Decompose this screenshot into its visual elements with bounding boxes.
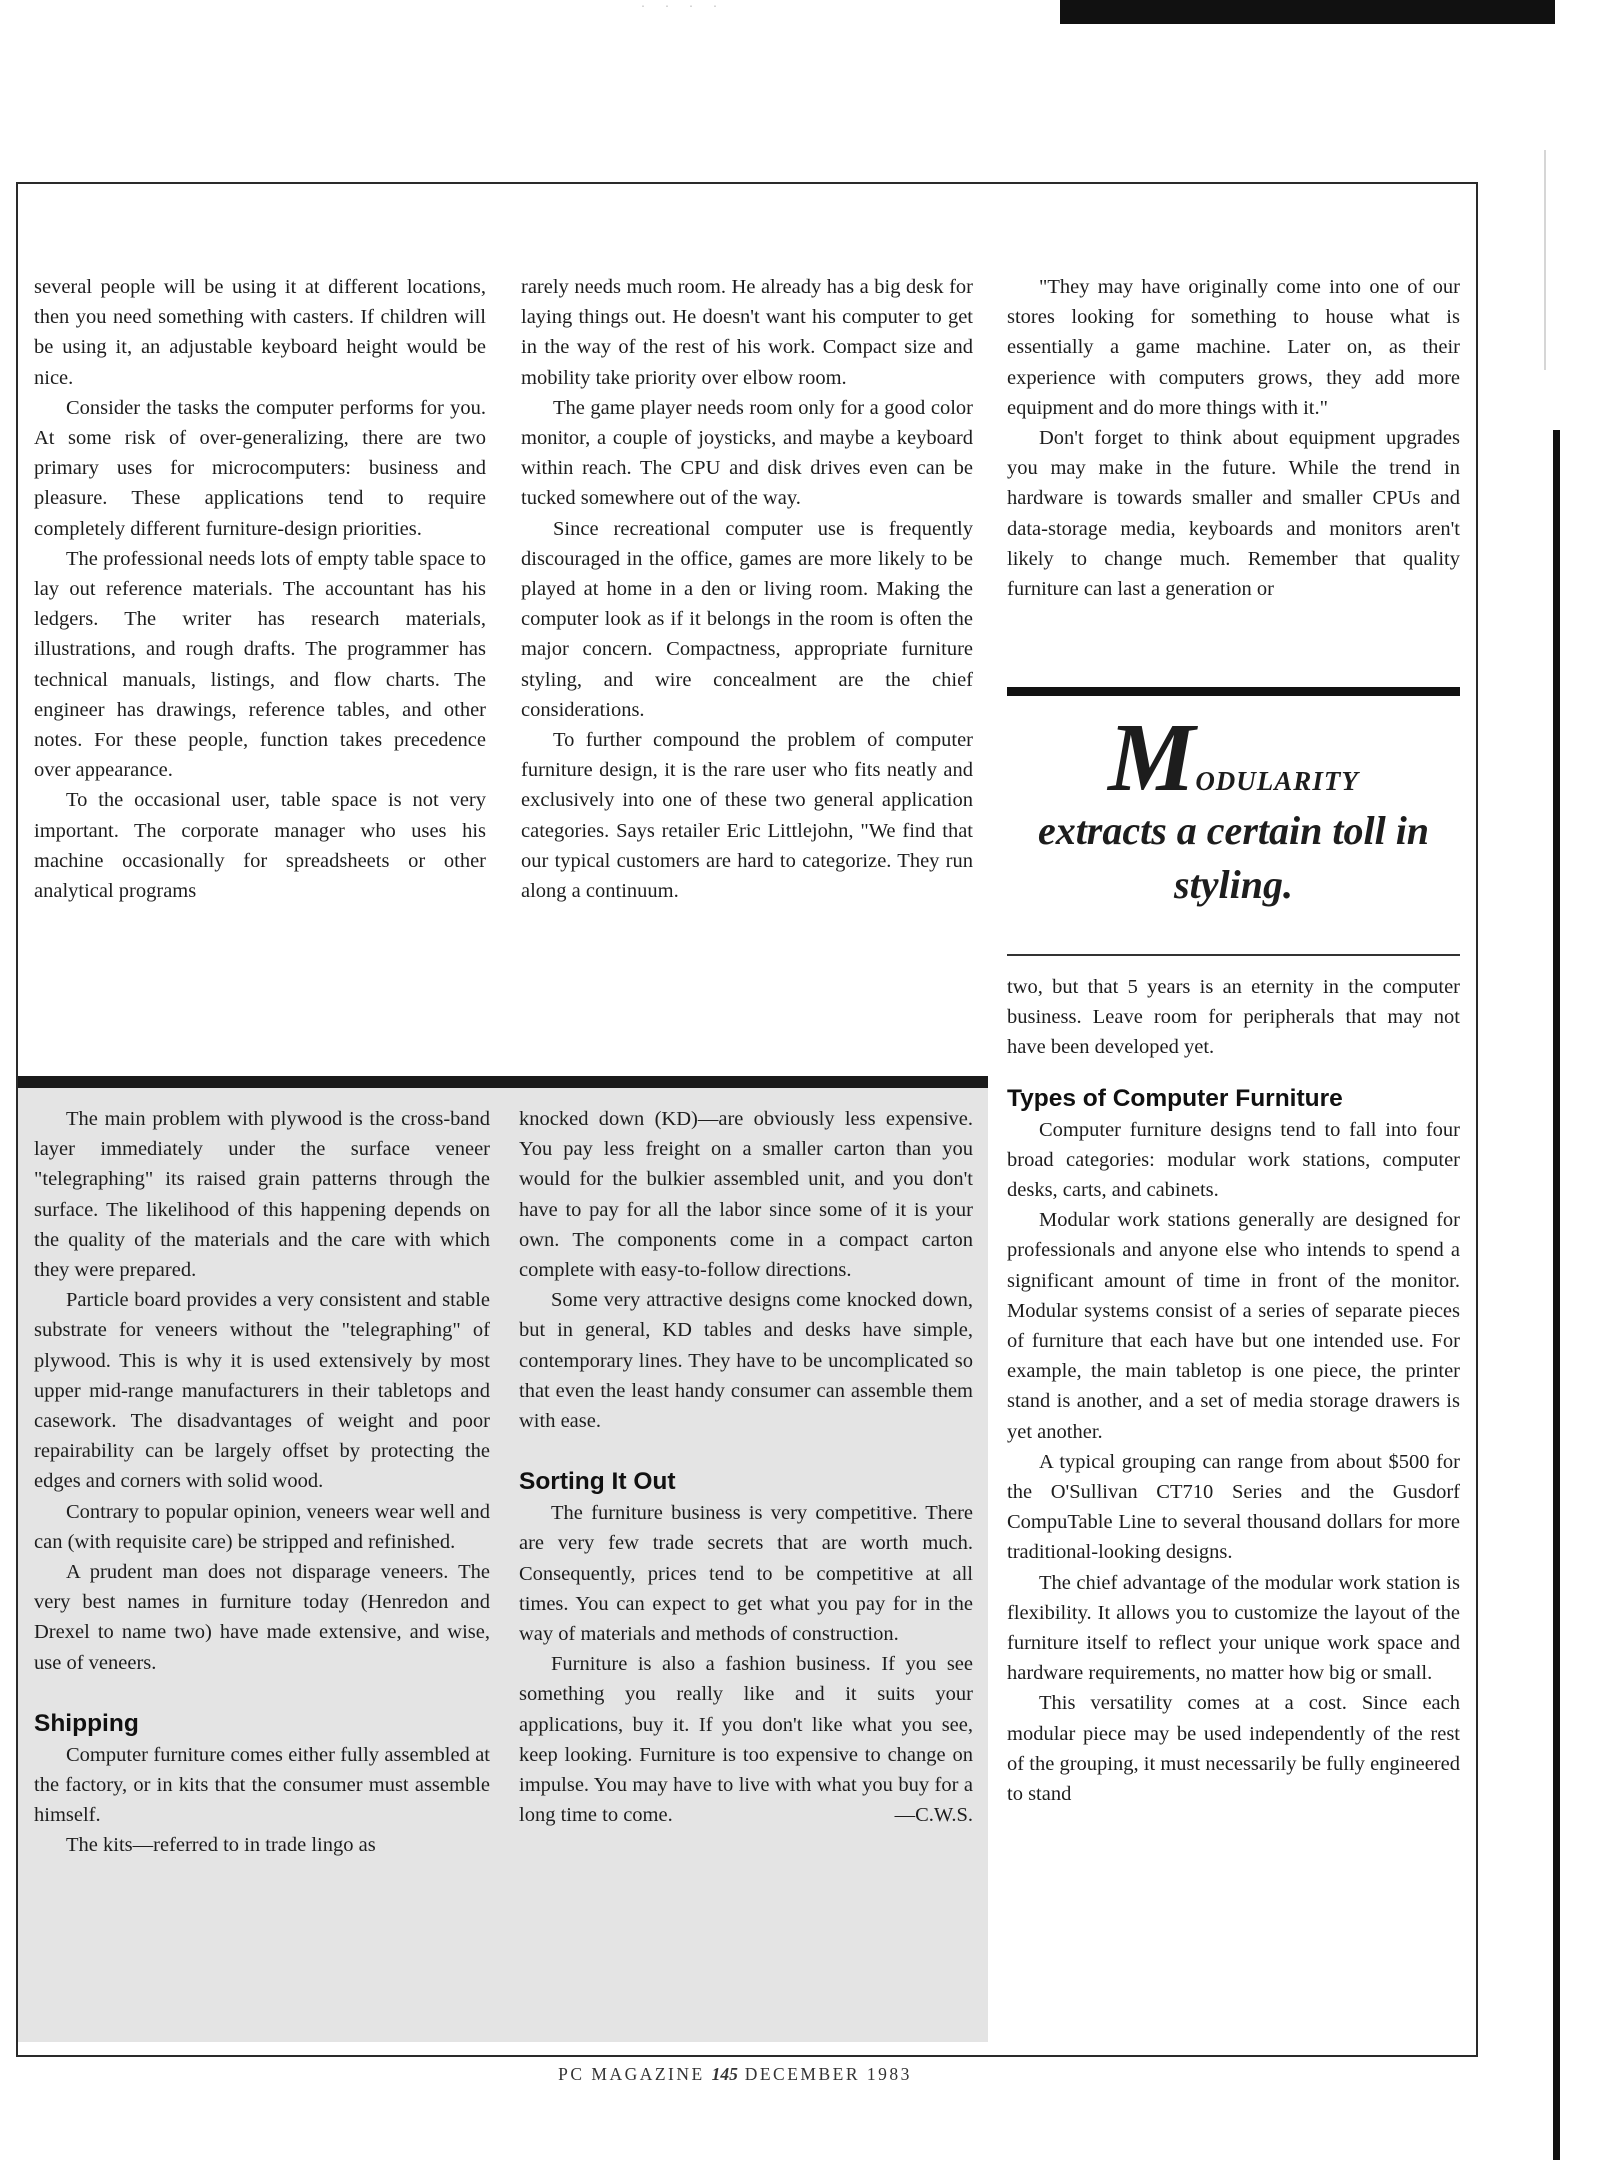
paragraph-text: Furniture is also a fashion business. If you see something you really like and it suits your applications, buy it. If you don't like what you see, keep looking. Furniture is too expensive to change on impulse. You may have to live with what you buy for a long time to come.	[519, 1653, 973, 1827]
paragraph: The game player needs room only for a good color monitor, a couple of joysticks, and maybe a keyboard within reach. The CPU and disk drives even can be tucked somewhere out of the way.	[521, 396, 973, 510]
paragraph: knocked down (KD)—are obviously less expensive. You pay less freight on a smaller carton than you would for the bulkier assembled unit, and you don't have to pay for all the labor since some of it is your own. The components come in a compact carton complete with easy-to-follow directions.	[519, 1108, 973, 1282]
main-column-3-bottom	[1007, 972, 1460, 1809]
pull-quote-line-3: styling.	[1174, 862, 1293, 907]
footer-date: DECEMBER 1983	[744, 2064, 912, 2084]
pull-quote-initial: M	[1108, 704, 1196, 812]
main-column-2	[521, 272, 973, 906]
pull-quote-line-2: extracts a certain toll in	[1037, 808, 1430, 853]
paragraph: Don't forget to think about equipment upgrades you may make in the future. While the trend in hardware is towards smaller and smaller CPUs and data-storage media, keyboards and monitors aren't likely to change much. Remember that quality furniture can last a generation or	[1007, 427, 1460, 601]
section-heading-shipping: Shipping	[34, 1709, 139, 1737]
pull-quote-rule-top	[1007, 687, 1460, 696]
sidebar-column-1	[34, 1104, 490, 1861]
pull-quote-line-1	[1007, 704, 1460, 812]
sidebar-column-2	[519, 1104, 973, 1830]
paragraph: This versatility comes at a cost. Since each modular piece may be used independently of the rest of the grouping, it must necessarily be fully engineered to stand	[1007, 1692, 1460, 1806]
paragraph: Contrary to popular opinion, veneers wear well and can (with requisite care) be stripped and refinished.	[34, 1500, 490, 1553]
paragraph: Since recreational computer use is frequently discouraged in the office, games are more likely to be played at home in a den or living room. Making the computer look as if it belongs in the room is often the major concern. Compactness, appropriate furniture styling, and wire concealment are the chief considerations.	[521, 517, 973, 721]
paragraph: Some very attractive designs come knocked down, but in general, KD tables and desks have simple, contemporary lines. They have to be uncomplicated so that even the least handy consumer can assemble them with ease.	[519, 1289, 973, 1433]
section-heading-types: Types of Computer Furniture	[1007, 1084, 1343, 1112]
pull-quote	[1007, 704, 1460, 912]
paragraph: A prudent man does not disparage veneers. The very best names in furniture today (Henredon and Drexel to name two) have made extensive, and wise, use of veneers.	[34, 1561, 490, 1674]
footer-page-number: 145	[711, 2064, 738, 2084]
page-footer	[0, 2064, 1470, 2085]
pull-quote-word: odularity	[1195, 757, 1359, 799]
main-column-1	[34, 272, 486, 906]
paragraph: The kits—referred to in trade lingo as	[66, 1834, 376, 1857]
paragraph: The main problem with plywood is the cross-band layer immediately under the surface veneer "telegraphing" its raised grain patterns through the surface. The likelihood of this happening depends on the quality of the materials and the care with which they were prepared.	[34, 1108, 490, 1282]
top-black-bar	[1060, 0, 1555, 24]
section-heading-sorting: Sorting It Out	[519, 1468, 676, 1496]
paragraph: The chief advantage of the modular work station is flexibility. It allows you to customize the layout of the furniture itself to reflect your unique work space and hardware requirements, no matter how big or small.	[1007, 1571, 1460, 1685]
paragraph: Particle board provides a very consistent and stable substrate for veneers without the "telegraphing" of plywood. This is why it is used extensively by most upper mid-range manufacturers in their tabletops and casework. The disadvantages of weight and poor repairability can be largely offset by protecting the edges and corners with solid wood.	[34, 1289, 490, 1493]
header-marks: · · · ·	[640, 2, 725, 13]
paragraph: To further compound the problem of computer furniture design, it is the rare user who fits neatly and exclusively into one of these two general application categories. Says retailer Eric Littlejohn, "We find that our typical customers are hard to categorize. They run along a continuum.	[521, 729, 973, 903]
paragraph: The professional needs lots of empty table space to lay out reference materials. The accountant has his ledgers. The writer has research materials, illustrations, and rough drafts. The programmer has technical manuals, listings, and flow charts. The engineer has drawings, reference tables, and other notes. For these people, function takes precedence over appearance.	[34, 547, 486, 782]
paragraph: To the occasional user, table space is not very important. The corporate manager who uses his machine occasionally for spreadsheets or other analytical programs	[34, 789, 486, 903]
paragraph: Modular work stations generally are designed for professionals and anyone else who intends to spend a significant amount of time in front of the monitor. Modular systems consist of a series of separate pieces of furniture that each have but one intended use. For example, the main tabletop is one piece, the printer stand is another, and a set of media storage drawers is yet another.	[1007, 1209, 1460, 1443]
footer-magazine: PC MAGAZINE	[558, 2064, 705, 2084]
paragraph: two, but that 5 years is an eternity in the computer business. Leave room for peripherals that may not have been developed yet.	[1007, 976, 1460, 1059]
paragraph: Computer furniture comes either fully assembled at the factory, or in kits that the consumer must assemble himself.	[34, 1743, 490, 1827]
paragraph	[519, 1649, 973, 1830]
page-edge-bar	[1553, 430, 1560, 2160]
paragraph: Consider the tasks the computer performs for you. At some risk of over-generalizing, there are two primary uses for microcomputers: business and pleasure. These applications tend to require completely different furniture-design priorities.	[34, 396, 486, 540]
main-column-3-top	[1007, 272, 1460, 604]
paragraph: "They may have originally come into one of our stores looking for something to house what is essentially a game machine. Later on, as their experience with computers grows, they add more equipment and do more things with it."	[1007, 276, 1460, 419]
author-signature: —C.W.S.	[894, 1804, 973, 1827]
pull-quote-rule-bottom	[1007, 954, 1460, 956]
sidebar-rule	[18, 1076, 988, 1088]
page-edge-shadow	[1544, 150, 1546, 370]
paragraph: rarely needs much room. He already has a big desk for laying things out. He doesn't want his computer to get in the way of the rest of his work. Compact size and mobility take priority over elbow room.	[521, 276, 973, 389]
paragraph: The furniture business is very competitive. There are very few trade secrets that are worth much. Consequently, prices tend to be competitive at all times. You can expect to get what you pay for in the way of materials and methods of construction.	[519, 1502, 973, 1646]
paragraph: several people will be using it at different locations, then you need something with casters. If children will be using it, an adjustable keyboard height would be nice.	[34, 276, 486, 389]
paragraph: Computer furniture designs tend to fall into four broad categories: modular work stations, computer desks, carts, and cabinets.	[1007, 1118, 1460, 1202]
paragraph: A typical grouping can range from about $500 for the O'Sullivan CT710 Series and the Gusdorf CompuTable Line to several thousand dollars for more traditional-looking designs.	[1007, 1450, 1460, 1564]
